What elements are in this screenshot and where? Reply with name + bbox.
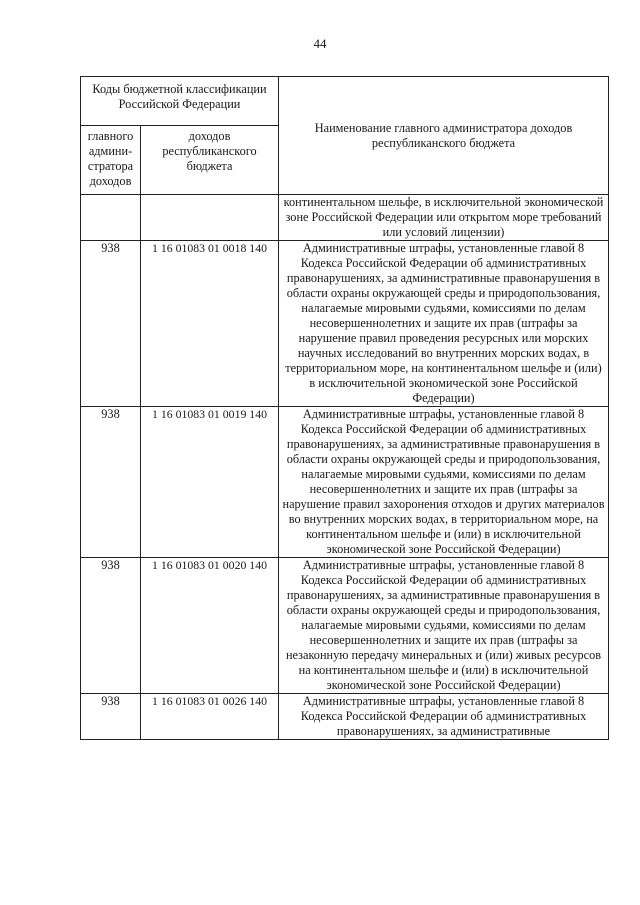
budget-code-cell: 1 16 01083 01 0018 140 (141, 241, 279, 407)
budget-code-cell: 1 16 01083 01 0026 140 (141, 694, 279, 740)
table-row-continuation (81, 195, 609, 241)
header-republic-income: доходов республиканского бюджета (141, 126, 279, 195)
administrator-name-cell: Административные штрафы, установленные главой 8 Кодекса Российской Федерации об административных правонарушениях, за административные (279, 694, 609, 740)
table-row (81, 407, 609, 558)
budget-code-cell: 1 16 01083 01 0020 140 (141, 558, 279, 694)
table-row (81, 558, 609, 694)
administrator-name-cell: континентальном шельфе, в исключительной экономической зоне Российской Федерации или открытом море требований или условий лицензии) (279, 195, 609, 241)
administrator-name-cell: Административные штрафы, установленные главой 8 Кодекса Российской Федерации об административных правонарушениях, за административные правонарушения в области охраны окружающей среды и природопользования, налагаемые мировыми судьями, комиссиями по делам несовершеннолетних и защите их прав (штрафы за нарушение правил проведения ресурсных или морских научных исследований во внутренних морских водах, в территориальном море, на континентальном шельфе и (или) в исключительной экономической зоне Российской Федерации) (279, 241, 609, 407)
page-number: 44 (313, 36, 327, 51)
header-main-administrator: главного админи-стратора доходов (81, 126, 141, 195)
header-administrator-name: Наименование главного администратора доходов республиканского бюджета (279, 77, 609, 195)
table-row (81, 694, 609, 740)
budget-code-cell (141, 195, 279, 241)
admin-code-cell: 938 (81, 241, 141, 407)
admin-code-cell: 938 (81, 694, 141, 740)
admin-code-cell (81, 195, 141, 241)
table-row (81, 241, 609, 407)
header-row-top (81, 77, 609, 126)
budget-classification-table (80, 76, 609, 740)
administrator-name-cell: Административные штрафы, установленные главой 8 Кодекса Российской Федерации об административных правонарушениях, за административные правонарушения в области охраны окружающей среды и природопользования, налагаемые мировыми судьями, комиссиями по делам несовершеннолетних и защите их прав (штрафы за нарушение правил захоронения отходов и других материалов во внутренних морских водах, в территориальном море, на континентальном шельфе и (или) в исключительной экономической зоне Российской Федерации) (279, 407, 609, 558)
budget-code-cell: 1 16 01083 01 0019 140 (141, 407, 279, 558)
admin-code-cell: 938 (81, 558, 141, 694)
admin-code-cell: 938 (81, 407, 141, 558)
header-budget-codes: Коды бюджетной классификации Российской Федерации (81, 77, 279, 126)
administrator-name-cell: Административные штрафы, установленные главой 8 Кодекса Российской Федерации об административных правонарушениях, за административные правонарушения в области охраны окружающей среды и природопользования, налагаемые мировыми судьями, комиссиями по делам несовершеннолетних и защите их прав (штрафы за незаконную передачу минеральных и (или) живых ресурсов на континентальном шельфе и (или) в исключительной экономической зоне Российской Федерации) (279, 558, 609, 694)
